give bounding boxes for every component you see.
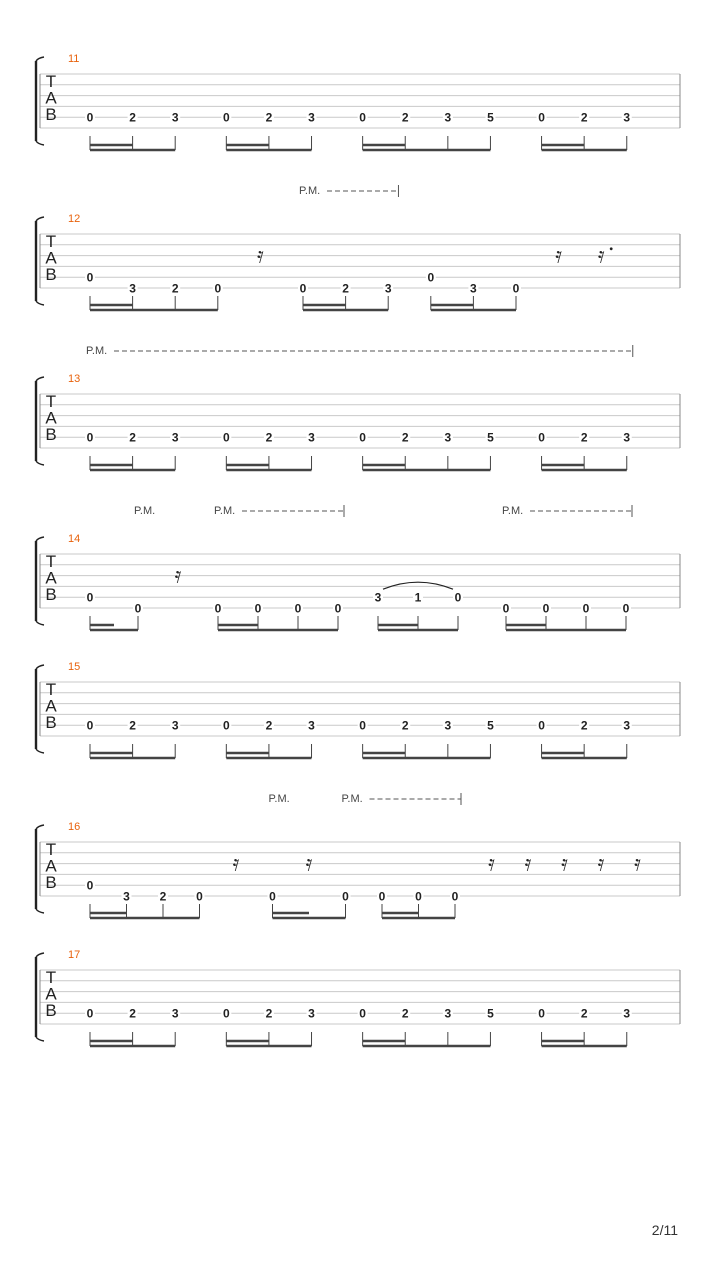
- measure-number: 17: [68, 949, 81, 961]
- fret-number: 0: [86, 270, 94, 285]
- fret-number: 0: [86, 110, 94, 125]
- bracket-bottom-hook: [36, 909, 44, 913]
- fret-number: 0: [415, 889, 422, 904]
- bracket-top-hook: [36, 537, 44, 541]
- bracket-bottom-hook: [36, 621, 44, 625]
- fret-number: 0: [334, 601, 342, 616]
- fret-number: 0: [86, 590, 94, 605]
- fret-number: 2: [580, 110, 588, 125]
- fret-number: 2: [342, 281, 349, 296]
- fret-number: 0: [269, 889, 276, 904]
- rest-dot: [610, 247, 613, 250]
- bracket-top-hook: [36, 825, 44, 829]
- bracket-bottom-hook: [36, 301, 44, 305]
- fret-number: 0: [451, 889, 459, 904]
- sixteenth-rest: 𝄿: [561, 850, 568, 876]
- measure-number: 11: [68, 53, 80, 65]
- fret-number: 0: [342, 889, 349, 904]
- palm-mute-label: P.M.: [86, 345, 108, 357]
- fret-number: 5: [487, 718, 494, 733]
- fret-number: 3: [171, 718, 179, 733]
- bracket-bottom-hook: [36, 749, 44, 753]
- tab-clef-letter: B: [45, 1001, 57, 1020]
- fret-number: 3: [444, 1006, 452, 1021]
- fret-number: 2: [580, 1006, 588, 1021]
- fret-number: 0: [622, 601, 630, 616]
- tab-clef-letter: T: [45, 968, 57, 987]
- bracket-top-hook: [36, 665, 44, 669]
- tab-clef-letter: B: [45, 873, 57, 892]
- fret-number: 3: [374, 590, 382, 605]
- palm-mute-label: P.M.: [299, 185, 321, 197]
- fret-number: 0: [538, 1006, 545, 1021]
- fret-number: 3: [129, 281, 136, 296]
- fret-number: 2: [129, 1006, 136, 1021]
- tab-clef-letter: A: [45, 568, 57, 588]
- fret-number: 0: [582, 601, 590, 616]
- fret-number: 3: [123, 889, 130, 904]
- bracket-top-hook: [36, 377, 44, 381]
- fret-number: 3: [623, 430, 631, 445]
- measure-number: 12: [68, 213, 81, 225]
- sixteenth-rest: 𝄿: [174, 562, 182, 588]
- tab-clef-letter: B: [45, 713, 57, 732]
- tab-clef-letter: T: [45, 72, 57, 91]
- fret-number: 2: [171, 281, 179, 296]
- tab-system-11: [36, 53, 680, 150]
- fret-number: 0: [299, 281, 307, 296]
- tab-clef-letter: A: [45, 88, 57, 108]
- tab-clef-letter: T: [45, 552, 57, 571]
- sixteenth-rest: 𝄿: [634, 850, 641, 876]
- fret-number: 0: [214, 601, 222, 616]
- fret-number: 0: [359, 1006, 366, 1021]
- tab-clef-letter: A: [45, 856, 57, 876]
- tab-clef-letter: B: [45, 105, 57, 124]
- tab-clef-letter: B: [45, 265, 57, 284]
- fret-number: 2: [129, 430, 136, 445]
- fret-number: 3: [444, 718, 452, 733]
- tie-arc: [383, 582, 453, 589]
- fret-number: 0: [86, 718, 94, 733]
- fret-number: 5: [487, 110, 494, 125]
- fret-number: 0: [214, 281, 222, 296]
- page-number: 2/11: [651, 1222, 678, 1238]
- fret-number: 3: [308, 718, 315, 733]
- palm-mute-label: P.M.: [341, 793, 363, 805]
- fret-number: 0: [294, 601, 302, 616]
- sixteenth-rest: 𝄿: [555, 242, 562, 268]
- sixteenth-rest: 𝄿: [232, 850, 240, 876]
- fret-number: 2: [401, 718, 409, 733]
- sixteenth-rest: 𝄿: [257, 242, 264, 268]
- fret-number: 0: [196, 889, 203, 904]
- tab-clef-letter: T: [45, 680, 57, 699]
- fret-number: 3: [623, 110, 631, 125]
- fret-number: 0: [222, 110, 230, 125]
- fret-number: 2: [129, 110, 136, 125]
- measure-number: 14: [68, 533, 81, 545]
- tab-clef-letter: T: [45, 392, 57, 411]
- fret-number: 3: [470, 281, 477, 296]
- fret-number: 5: [487, 430, 494, 445]
- tab-clef-letter: T: [45, 232, 57, 251]
- bracket-bottom-hook: [36, 141, 44, 145]
- fret-number: 0: [512, 281, 520, 296]
- bracket-top-hook: [36, 57, 44, 61]
- fret-number: 0: [454, 590, 462, 605]
- fret-number: 0: [222, 718, 230, 733]
- sixteenth-rest: 𝄿: [597, 850, 605, 876]
- fret-number: 2: [129, 718, 136, 733]
- tab-clef-letter: A: [45, 408, 57, 428]
- bracket-top-hook: [36, 953, 44, 957]
- fret-number: 0: [222, 1006, 230, 1021]
- palm-mute-label: P.M.: [502, 505, 524, 517]
- fret-number: 3: [171, 1006, 179, 1021]
- fret-number: 0: [359, 430, 366, 445]
- fret-number: 3: [308, 1006, 315, 1021]
- tab-system-13: [36, 345, 680, 470]
- fret-number: 3: [171, 110, 179, 125]
- fret-number: 0: [538, 430, 545, 445]
- fret-number: 3: [623, 1006, 631, 1021]
- fret-number: 0: [542, 601, 550, 616]
- fret-number: 0: [134, 601, 142, 616]
- fret-number: 2: [580, 430, 588, 445]
- fret-number: 0: [359, 110, 366, 125]
- fret-number: 3: [384, 281, 392, 296]
- fret-number: 2: [265, 110, 273, 125]
- tab-clef-letter: B: [45, 585, 57, 604]
- tab-system-14: [36, 505, 680, 630]
- fret-number: 0: [86, 430, 94, 445]
- tab-system-12: [36, 185, 680, 310]
- measure-number: 13: [68, 373, 81, 385]
- fret-number: 0: [378, 889, 386, 904]
- fret-number: 3: [623, 718, 631, 733]
- tab-clef-letter: B: [45, 425, 57, 444]
- fret-number: 0: [86, 1006, 94, 1021]
- sixteenth-rest: 𝄿: [524, 850, 532, 876]
- fret-number: 0: [502, 601, 510, 616]
- fret-number: 3: [171, 430, 179, 445]
- fret-number: 2: [401, 1006, 409, 1021]
- tab-clef-letter: A: [45, 696, 57, 716]
- sixteenth-rest: 𝄿: [305, 850, 313, 876]
- tab-system-15: [36, 661, 680, 758]
- fret-number: 3: [308, 430, 315, 445]
- fret-number: 3: [308, 110, 315, 125]
- fret-number: 2: [265, 430, 273, 445]
- tab-clef-letter: A: [45, 248, 57, 268]
- fret-number: 3: [444, 430, 452, 445]
- bracket-bottom-hook: [36, 461, 44, 465]
- palm-mute-label: P.M.: [268, 793, 290, 805]
- sixteenth-rest: 𝄿: [597, 242, 605, 268]
- palm-mute-label: P.M.: [214, 505, 236, 517]
- sixteenth-rest: 𝄿: [488, 850, 495, 876]
- fret-number: 0: [86, 878, 94, 893]
- fret-number: 0: [538, 110, 545, 125]
- fret-number: 0: [359, 718, 366, 733]
- bracket-top-hook: [36, 217, 44, 221]
- tab-clef-letter: T: [45, 840, 57, 859]
- palm-mute-label: P.M.: [134, 505, 156, 517]
- fret-number: 2: [159, 889, 167, 904]
- fret-number: 2: [580, 718, 588, 733]
- tab-system-17: [36, 949, 680, 1046]
- fret-number: 1: [414, 590, 422, 605]
- fret-number: 0: [538, 718, 545, 733]
- fret-number: 2: [401, 110, 409, 125]
- bracket-bottom-hook: [36, 1037, 44, 1041]
- fret-number: 0: [254, 601, 262, 616]
- fret-number: 5: [487, 1006, 494, 1021]
- fret-number: 2: [401, 430, 409, 445]
- fret-number: 0: [222, 430, 230, 445]
- tab-clef-letter: A: [45, 984, 57, 1004]
- fret-number: 0: [427, 270, 435, 285]
- fret-number: 2: [265, 718, 273, 733]
- measure-number: 16: [68, 821, 81, 833]
- tab-system-16: [36, 793, 680, 918]
- fret-number: 3: [444, 110, 452, 125]
- measure-number: 15: [68, 661, 81, 673]
- fret-number: 2: [265, 1006, 273, 1021]
